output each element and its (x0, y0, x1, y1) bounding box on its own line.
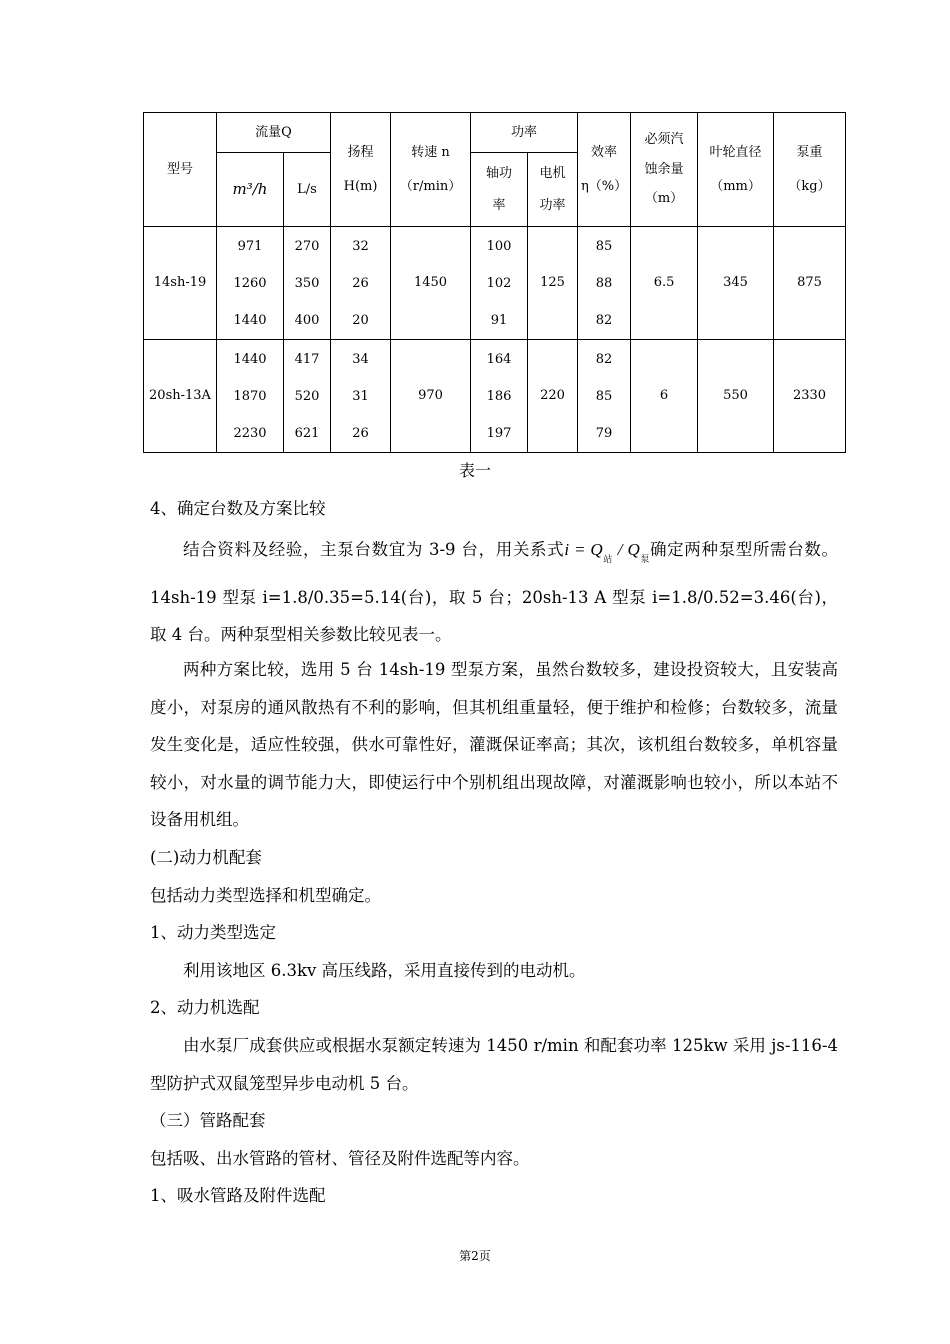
cell-impeller: 345 (698, 227, 774, 340)
cell-flow-ls: 417 520 621 (284, 340, 331, 453)
paragraph-power-selection: 由水泵厂成套供应或根据水泵额定转速为 1450 r/min 和配套功率 125kw 采用 js-116-4 型防护式双鼠笼型异步电动机 5 台。 (150, 1036, 838, 1093)
header-flow-m3h: m³/h (217, 153, 284, 227)
header-impeller: 叶轮直径 （mm） (698, 113, 774, 227)
page-number: 第2页 (459, 1249, 491, 1263)
table-caption: 表一 (458, 461, 491, 480)
cell-motor-power: 220 (528, 340, 578, 453)
header-flow: 流量Q (217, 113, 331, 153)
cell-model: 20sh-13A (144, 340, 217, 453)
cell-motor-power: 125 (528, 227, 578, 340)
cell-flow-m3h: 1440 1870 2230 (217, 340, 284, 453)
table-row (144, 227, 846, 340)
paragraph-pipe-intro: 包括吸、出水管路的管材、管径及附件选配等内容。 (150, 1149, 530, 1168)
heading-pipe: （三）管路配套 (150, 1111, 266, 1130)
formula-pump-count: $i = Q_站 / Q_泵$ (564, 540, 651, 564)
header-efficiency: 效率 η（%） (578, 113, 631, 227)
heading-suction-pipe: 1、吸水管路及附件选配 (150, 1186, 326, 1205)
header-motor-power: 电机 功率 (528, 153, 578, 227)
table-row (144, 340, 846, 453)
heading-power-machine: (二)动力机配套 (150, 848, 262, 867)
cell-efficiency: 85 88 82 (578, 227, 631, 340)
cell-weight: 875 (774, 227, 846, 340)
header-model: 型号 (144, 113, 217, 227)
header-power: 功率 (471, 113, 578, 153)
cell-speed: 970 (391, 340, 471, 453)
cell-npsh: 6 (631, 340, 698, 453)
header-shaft-power: 轴功 率 (471, 153, 528, 227)
heading-power-type: 1、动力类型选定 (150, 923, 276, 942)
cell-weight: 2330 (774, 340, 846, 453)
pump-parameter-table (143, 112, 846, 453)
cell-flow-ls: 270 350 400 (284, 227, 331, 340)
cell-efficiency: 82 85 79 (578, 340, 631, 453)
cell-shaft-power: 164 186 197 (471, 340, 528, 453)
header-speed: 转速 n （r/min） (391, 113, 471, 227)
cell-speed: 1450 (391, 227, 471, 340)
cell-head: 32 26 20 (331, 227, 391, 340)
heading-pump-count: 4、确定台数及方案比较 (150, 499, 326, 518)
cell-flow-m3h: 971 1260 1440 (217, 227, 284, 340)
header-weight: 泵重 （kg） (774, 113, 846, 227)
paragraph-power-intro: 包括动力类型选择和机型确定。 (150, 886, 381, 905)
header-npsh: 必须汽 蚀余量 （m） (631, 113, 698, 227)
header-flow-ls: L/s (284, 153, 331, 227)
paragraph-power-type: 利用该地区 6.3kv 高压线路，采用直接传到的电动机。 (183, 961, 586, 980)
table-header-row (144, 113, 846, 153)
heading-power-selection: 2、动力机选配 (150, 998, 260, 1017)
cell-shaft-power: 100 102 91 (471, 227, 528, 340)
cell-head: 34 31 26 (331, 340, 391, 453)
paragraph-pump-count: 结合资料及经验，主泵台数宜为 3-9 台，用关系式$i = Q_站 / Q_泵$确定两种泵型所需台数。14sh-19 型泵 i=1.8/0.35=5.14(台)，取 5 台；20sh-13 A 型泵 i=1.8/0.52=3.46(台)，取 4 台。两种泵型相关参数比较见表一。 (150, 540, 838, 644)
paragraph-scheme-comparison: 两种方案比较，选用 5 台 14sh-19 型泵方案，虽然台数较多，建设投资较大，且安装高度小，对泵房的通风散热有不利的影响，但其机组重量轻，便于维护和检修；台数较多，流量发生变化是，适应性较强，供水可靠性好，灌溉保证率高；其次，该机组台数较多，单机容量较小，对水量的调节能力大，即使运行中个别机组出现故障，对灌溉影响也较小，所以本站不设备用机组。 (150, 660, 838, 829)
cell-impeller: 550 (698, 340, 774, 453)
cell-model: 14sh-19 (144, 227, 217, 340)
header-head: 扬程 H(m) (331, 113, 391, 227)
cell-npsh: 6.5 (631, 227, 698, 340)
